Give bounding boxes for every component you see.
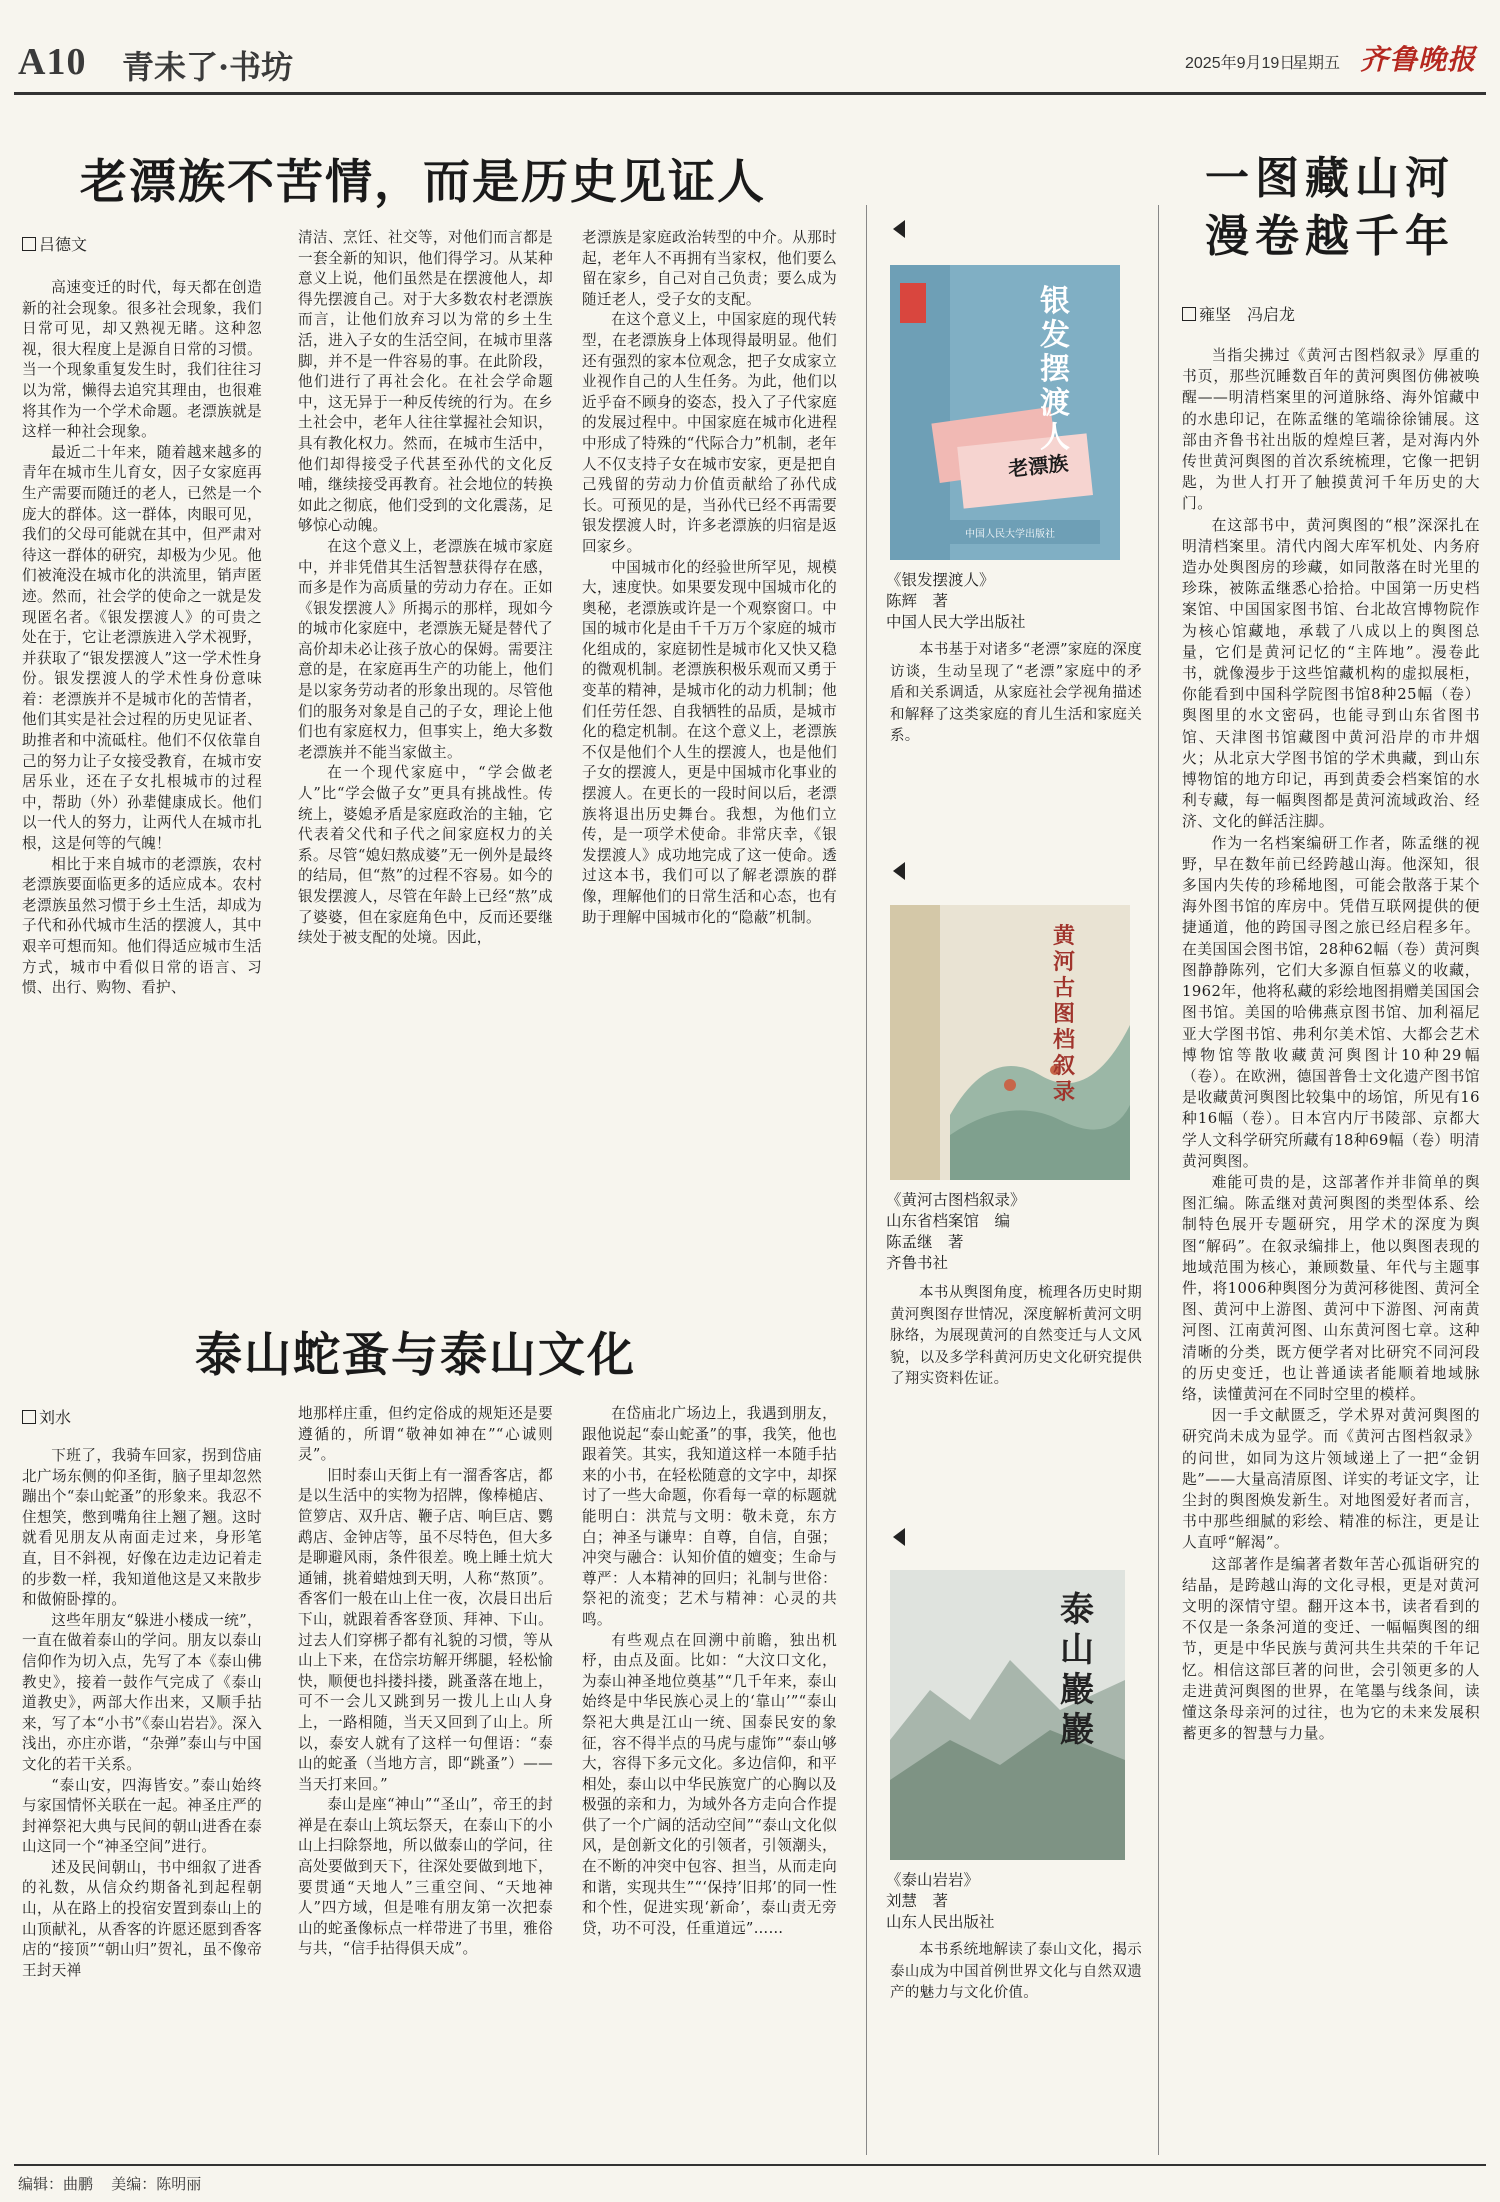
page-number: A10 — [18, 41, 87, 83]
article2-paragraph: 述及民间朝山，书中细叙了进香的礼数，从信众约期备礼到起程朝山，从在路上的投宿安置到泰山上的山顶献礼，从香客的许愿还愿到香客店的“接顶”“朝山归”贺礼，虽不像帝王封天禅 — [22, 1858, 262, 1979]
cover-title: 银发摆渡人 — [1040, 284, 1070, 455]
book-author: 山东省档案馆 编 — [886, 1212, 1011, 1230]
cover-publisher: 中国人民大学出版社 — [965, 529, 1055, 540]
arrow-left-icon — [893, 220, 905, 238]
article1-author: 吕德文 — [39, 235, 88, 254]
book-desc-1 — [890, 640, 1142, 748]
article2-paragraph: 这些年朋友“躲进小楼成一统”，一直在做着泰山的学问。朋友以泰山信仰作为切入点，先写了本《泰山佛教史》，接着一鼓作气完成了《泰山道教史》，两部大作出来，又顺手拈来，写了本“小书”《泰山岩岩》。深入浅出，亦庄亦谐，“杂弹”泰山与中国文化的若干关系。 — [22, 1611, 262, 1773]
article2-column-3 — [582, 1404, 837, 2154]
footer-art-editor: 美编：陈明丽 — [111, 2176, 202, 2193]
arrow-left-icon — [893, 862, 905, 880]
book-description: 本书从舆图角度，梳理各历史时期黄河舆图存世情况，深度解析黄河文明脉络，为展现黄河的自然变迁与人文风貌，以及多学科黄河历史文化研究提供了翔实资料佐证。 — [890, 1285, 1142, 1387]
book-cover-silver-ferryman — [890, 265, 1120, 560]
article1-paragraph: 中国城市化的经验世所罕见，规模大，速度快。如果要发现中国城市化的奥秘，老漂族或许是一个观察窗口。中国的城市化是由千千万万个家庭的城市化组成的，家庭韧性是城市化又快又稳的微观机制。老漂族积极乐观而又勇于变革的精神，是城市化的动力机制；他们任劳任怨、自我牺牲的品质，是城市化的稳定机制。在这个意义上，老漂族不仅是他们个人生的摆渡人，也是他们子女的摆渡人，更是中国城市化事业的摆渡人。在更长的一段时间以后，老漂族将退出历史舞台。我想，为他们立传，是一项学术使命。非常庆幸，《银发摆渡人》成功地完成了这一使命。透过这本书，我们可以了解老漂族的群像，理解他们的日常生活和心态，也有助于理解中国城市化的“隐蔽”机制。 — [582, 558, 837, 926]
footer-rule — [14, 2164, 1486, 2166]
article2-paragraph: 在岱庙北广场边上，我遇到朋友，跟他说起“泰山蛇蚤”的事，我笑，他也跟着笑。其实，我知道这样一本随手拈来的小书，在轻松随意的文字中，却探讨了一些大命题，你看每一章的标题就能明白：洪荒与文明：敬未竟，东方白；神圣与谦卑：自尊，自信，自强；冲突与融合：认知价值的嬗变；生命与尊严：人本精神的回归；礼制与世俗：祭祀的流变；艺术与精神：心灵的共鸣。 — [582, 1405, 837, 1628]
issue-weekday: 星期五 — [1292, 55, 1341, 72]
article1-paragraph: 高速变迁的时代，每天都在创造新的社会现象。很多社会现象，我们日常可见，却又熟视无睹。这种忽视，很大程度上是源自日常的习惯。当一个现象重复发生时，我们往往习以为常，懒得去追究其理由，也很难将其作为一个学术命题。老漂族就是这样一种社会现象。 — [22, 279, 262, 441]
section-name: 青未了·书坊 — [122, 48, 294, 86]
column-divider — [1158, 205, 1159, 2155]
book-cover-taishan — [890, 1570, 1125, 1860]
book-author-2: 陈孟继 著 — [886, 1233, 964, 1251]
article2-title: 泰山蛇蚤与泰山文化 — [195, 1328, 636, 1383]
book-title: 《黄河古图档叙录》 — [886, 1191, 1026, 1209]
article3-paragraph: 当指尖拂过《黄河古图档叙录》厚重的书页，那些沉睡数百年的黄河舆图仿佛被唤醒——明清档案里的河道脉络、海外馆藏中的水患印记，在陈孟继的笔端徐徐铺展。这部由齐鲁书社出版的煌煌巨著，是对海内外传世黄河舆图的首次系统梳理，它像一把钥匙，为世人打开了触摸黄河千年历史的大门。 — [1182, 347, 1480, 513]
article2-author: 刘水 — [39, 1408, 72, 1427]
article1-column-1 — [22, 278, 262, 1233]
footer-credits — [18, 2173, 215, 2194]
article2-paragraph: “泰山安，四海皆安。”泰山始终与家国情怀关联在一起。神圣庄严的封禅祭祀大典与民间的朝山进香在泰山这同一个“神圣空间”进行。 — [22, 1776, 262, 1856]
book-publisher: 山东人民出版社 — [886, 1913, 995, 1931]
article2-paragraph: 下班了，我骑车回家，拐到岱庙北广场东侧的仰圣街，脑子里却忽然蹦出个“泰山蛇蚤”的形象来。我忍不住想笑，憋到嘴角往上翘了翘。这时就看见朋友从南面走过来，身形笔直，目不斜视，好像在边走边记着走的步数一样，我知道他这是又来散步和做俯卧撑的。 — [22, 1447, 262, 1609]
article3-paragraph: 作为一名档案编研工作者，陈孟继的视野，早在数年前已经跨越山海。他深知，很多国内失传的珍稀地图，可能会散落于某个海外图书馆的库房中。凭借互联网提供的便捷通道，他的跨国寻图之旅已经启程多年。在美国国会图书馆，28种62幅（卷）黄河舆图静静陈列，它们大多源自恒慕义的收藏，1962年，他将私藏的彩绘地图捐赠美国国会图书馆。美国的哈佛燕京图书馆、加利福尼亚大学图书馆、弗利尔美术馆、大都会艺术博物馆等散收藏黄河舆图计10种29幅（卷）。在欧洲，德国普鲁士文化遗产图书馆是收藏黄河舆图比较集中的场馆，所见有16种16幅（卷）。日本宫内厅书陵部、京都大学人文科学研究所藏有18种69幅（卷）明清黄河舆图。 — [1182, 834, 1480, 1170]
article3-paragraph: 难能可贵的是，这部著作并非简单的舆图汇编。陈孟继对黄河舆图的类型体系、绘制特色展开专题研究，用学术的深度为舆图“解码”。在叙录编排上，他以舆图表现的地域范围为核心，兼顾数量、年代与主题事件，将1006种舆图分为黄河移徙图、黄河全图、黄河中上游图、黄河中下游图、河南黄河图、江南黄河图、山东黄河图七章。这种清晰的分类，既方便学者对比研究不同河段的历史变迁，也让普通读者能顺着地域脉络，读懂黄河在不同时空里的模样。 — [1182, 1173, 1480, 1403]
article3-column — [1182, 345, 1480, 2155]
article2-paragraph: 有些观点在回溯中前瞻，独出机杼，由点及面。比如：“大汶口文化，为泰山神圣地位奠基”“几千年来，泰山始终是中华民族心灵上的‘靠山’”“泰山祭祀大典是江山一统、国泰民安的象征，容不得半点的马虎与虚饰”“泰山够大，容得下多元文化。多边信仰，和平相处，泰山以中华民族宽广的心胸以及极强的亲和力，为域外各方走向合作提供了一个广阔的活动空间”“泰山文化似风，是创新文化的引领者，引领潮头，在不断的冲突中包容、担当，从而走向和谐，实现共生”“‘保持’旧邦’的同一性和个性，促进实现‘新命’，泰山责无旁贷，功不可没，任重道远”…… — [582, 1631, 837, 1937]
article1-column-2 — [298, 228, 553, 1233]
book-description: 本书基于对诸多“老漂”家庭的深度访谈，生动呈现了“老漂”家庭中的矛盾和关系调适，从家庭社会学视角描述和解释了这类家庭的育儿生活和家庭关系。 — [890, 642, 1142, 744]
article2-column-2 — [298, 1404, 553, 2154]
issue-date: 2025年9月19日 — [1185, 55, 1296, 72]
article1-paragraph: 老漂族是家庭政治转型的中介。从那时起，老年人不再拥有当家权，他们要么留在家乡，自己对自己负责；要么成为随迁老人，受子女的支配。 — [582, 229, 837, 308]
book-title: 《银发摆渡人》 — [886, 571, 995, 589]
newspaper-brand: 齐鲁晚报 — [1360, 43, 1477, 76]
article2-paragraph: 地那样庄重，但约定俗成的规矩还是要遵循的，所谓“敬神如神在”“心诚则灵”。 — [298, 1405, 553, 1464]
book-desc-3 — [890, 1940, 1142, 2005]
book-publisher: 齐鲁书社 — [886, 1254, 949, 1272]
book-desc-2 — [890, 1283, 1142, 1391]
article1-paragraph: 最近二十年来，随着越来越多的青年在城市生儿育女，因子女家庭再生产需要而随迁的老人，已然是一个庞大的群体。这一群体，肉眼可见，我们的父母可能就在其中，但严肃对待这一群体的研究，却极为少见。他们被淹没在城市化的洪流里，销声匿迹。然而，社会学的使命之一就是发现匿名者。《银发摆渡人》的可贵之处在于，它让老漂族进入学术视野，并获取了“银发摆渡人”这一学术性身份。银发摆渡人的学术性身份意味着：老漂族并不是城市化的苦情者，他们其实是社会过程的历史见证者、助推者和中流砥柱。他们不仅依靠自己的努力让子女接受教育，在城市安居乐业，还在子女扎根城市的过程中，帮助（外）孙辈健康成长。他们以一代人的努力，让两代人在城市扎根，这是何等的气魄！ — [22, 443, 262, 853]
book-description: 本书系统地解读了泰山文化，揭示泰山成为中国首例世界文化与自然双遗产的魅力与文化价值。 — [890, 1942, 1142, 2001]
article1-title: 老漂族不苦情，而是历史见证人 — [80, 155, 766, 210]
article1-column-3 — [582, 228, 837, 1233]
book-info-3 — [886, 1870, 1148, 1933]
article3-title-line1: 一图藏山河 — [1205, 153, 1455, 204]
article3-paragraph: 这部著作是编著者数年苦心孤诣研究的结晶，是跨越山海的文化寻根，更是对黄河文明的深情守望。翻开这本书，读者看到的不仅是一条条河道的变迁、一幅幅舆图的细节，更是中华民族与黄河共生共荣的千年记忆。相信这部巨著的问世，会引领更多的人走进黄河舆图的世界，在笔墨与线条间，读懂这条母亲河的过往，也为它的未来发展积蓄更多的智慧与力量。 — [1182, 1555, 1480, 1743]
article1-paragraph: 在这个意义上，老漂族在城市家庭中，并非凭借其生活智慧获得存在感，而多是作为高质量的劳动力存在。正如《银发摆渡人》所揭示的那样，现如今的城市化家庭中，老漂族无疑是替代了高价却未必让孩子放心的保姆。需要注意的是，在家庭再生产的功能上，他们是以家务劳动者的形象出现的。尽管他们的服务对象是自己的子女，理论上他们也有家庭权力，但事实上，绝大多数老漂族并不能当家做主。 — [298, 537, 553, 761]
article3-byline — [1182, 302, 1295, 325]
article3-title — [1180, 150, 1480, 266]
book-publisher: 中国人民大学出版社 — [886, 613, 1026, 631]
header-rule — [14, 92, 1486, 95]
article1-paragraph: 在这个意义上，中国家庭的现代转型，在老漂族身上体现得最明显。他们还有强烈的家本位观念，把子女成家立业视作自己的人生任务。为此，他们以近乎奋不顾身的姿态，投入了子代家庭的发展过程中。中国家庭在城市化进程中形成了特殊的“代际合力”机制，老年人不仅支持子女在城市安家，更是把自己残留的劳动力价值贡献给了孙代成长。可预见的是，当孙代已经不再需要银发摆渡人时，许多老漂族的归宿是返回家乡。 — [582, 311, 837, 555]
article1-paragraph: 相比于来自城市的老漂族，农村老漂族要面临更多的适应成本。农村老漂族虽然习惯于乡土生活，却成为子代和孙代城市生活的摆渡人，其中艰辛可想而知。他们得适应城市生活方式，城市中看似日常的语言、习惯、出行、购物、看护、 — [22, 855, 262, 997]
cover-title: 黄河古图档叙录 — [1053, 923, 1076, 1105]
book-author: 刘慧 著 — [886, 1892, 949, 1910]
article3-paragraph: 因一手文献匮乏，学术界对黄河舆图的研究尚未成为显学。而《黄河古图档叙录》的问世，如同为这片领域递上了一把“金钥匙”——大量高清原图、详实的考证文字，让尘封的舆图焕发新生。对地图爱好者而言，书中那些细腻的彩绘、精准的标注，更是让人直呼“解渴”。 — [1182, 1407, 1480, 1552]
article2-paragraph: 泰山是座“神山”“圣山”，帝王的封禅是在泰山上筑坛祭天，在泰山下的小山上扫除祭地，所以做泰山的学问，往高处要做到天下，往深处要做到地下，要贯通“天地人”三重空间、“天地神人”四方域，但是唯有朋友第一次把泰山的蛇蚤像标点一样带进了书里，雅俗与共，“信手拈得俱天成”。 — [298, 1796, 553, 1958]
article1-byline — [22, 232, 87, 255]
article3-paragraph: 在这部书中，黄河舆图的“根”深深扎在明清档案里。清代内阁大库军机处、内务府造办处舆图房的珍藏，如同散落在时光里的珍珠，被陈孟继悉心拾拾。中国第一历史档案馆、中国国家图书馆、台北故宫博物院作为核心馆藏地，承载了八成以上的舆图总量，它们是黄河记忆的“主阵地”。漫卷此书，就像漫步于这些馆藏机构的虚拟展柜，你能看到中国科学院图书馆8种25幅（卷）舆图里的水文密码，也能寻到山东省图书馆、天津图书馆藏图中黄河沿岸的市井烟火；从北京大学图书馆的学术典藏，到山东博物馆的地方印记，再到黄委会档案馆的水利专藏，每一幅舆图都是黄河流域政治、经济、文化的鲜活注脚。 — [1182, 516, 1480, 831]
arrow-left-icon — [893, 1528, 905, 1546]
article2-byline — [22, 1405, 71, 1428]
article2-column-1 — [22, 1446, 262, 2154]
article2-paragraph: 旧时泰山天街上有一溜香客店，都是以生活中的实物为招牌，像棒槌店、笸箩店、双升店、鞭子店、响巨店、鹦鹉店、金钟店等，虽不尽特色，但大多是聊避风雨，条件很差。晚上睡土炕大通铺，挑着蜡烛到天明，人称“熬顶”。香客们一般在山上住一夜，次晨日出后下山，就跟着香客登顶、拜神、下山。过去人们穿梆子都有礼貌的习惯，等从山上下来，在岱宗坊解开绑腿，轻松愉快，顺便也抖搂抖搂，跳蚤落在地上，可不一会儿又跳到另一拨儿上山人身上，一路相随，当天又回到了山上。所以，泰安人就有了这样一句俚语：“泰山的蛇蚤（当地方言，即“跳蚤”）——当天打来回。” — [298, 1466, 553, 1793]
footer-editor: 编辑：曲鹏 — [18, 2176, 94, 2193]
book-info-2 — [886, 1190, 1148, 1274]
article1-paragraph: 在一个现代家庭中，“学会做老人”比“学会做子女”更具有挑战性。传统上，婆媳矛盾是家庭政治的主轴，它代表着父代和子代之间家庭权力的关系。尽管“媳妇熬成婆”无一例外是最终的结局，但“熬”的过程不容易。如今的银发摆渡人，尽管在年龄上已经“熬”成了婆婆，但在家庭角色中，反而还要继续处于被支配的处境。因此， — [298, 764, 553, 947]
book-author: 陈辉 著 — [886, 592, 949, 610]
book-cover-yellow-river-maps — [890, 905, 1130, 1180]
book-title: 《泰山岩岩》 — [886, 1871, 980, 1889]
book-info-1 — [886, 570, 1148, 633]
article3-author: 雍坚 冯启龙 — [1199, 305, 1296, 324]
column-divider — [866, 205, 867, 2155]
cover-ticket-text: 老漂族 — [1007, 450, 1070, 482]
article3-title-line2: 漫卷越千年 — [1205, 211, 1455, 262]
article1-paragraph: 清洁、烹饪、社交等，对他们而言都是一套全新的知识，他们得学习。从某种意义上说，他们虽然是在摆渡他人，却得先摆渡自己。对于大多数农村老漂族而言，让他们放弃习以为常的乡土生活，进入子女的生活空间，在城市里落脚，并不是一件容易的事。在此阶段，他们进行了再社会化。在社会学命题中，这无异于一种反传统的行为。在乡土社会中，老年人往往掌握社会知识，具有教化权力。然而，在城市生活中，他们却得接受子代甚至孙代的文化反哺，继续接受再教育。社会地位的转换如此之彻底，他们受到的文化震荡，足够惊心动魄。 — [298, 229, 553, 535]
cover-title: 泰山巖巖 — [1060, 1590, 1094, 1750]
